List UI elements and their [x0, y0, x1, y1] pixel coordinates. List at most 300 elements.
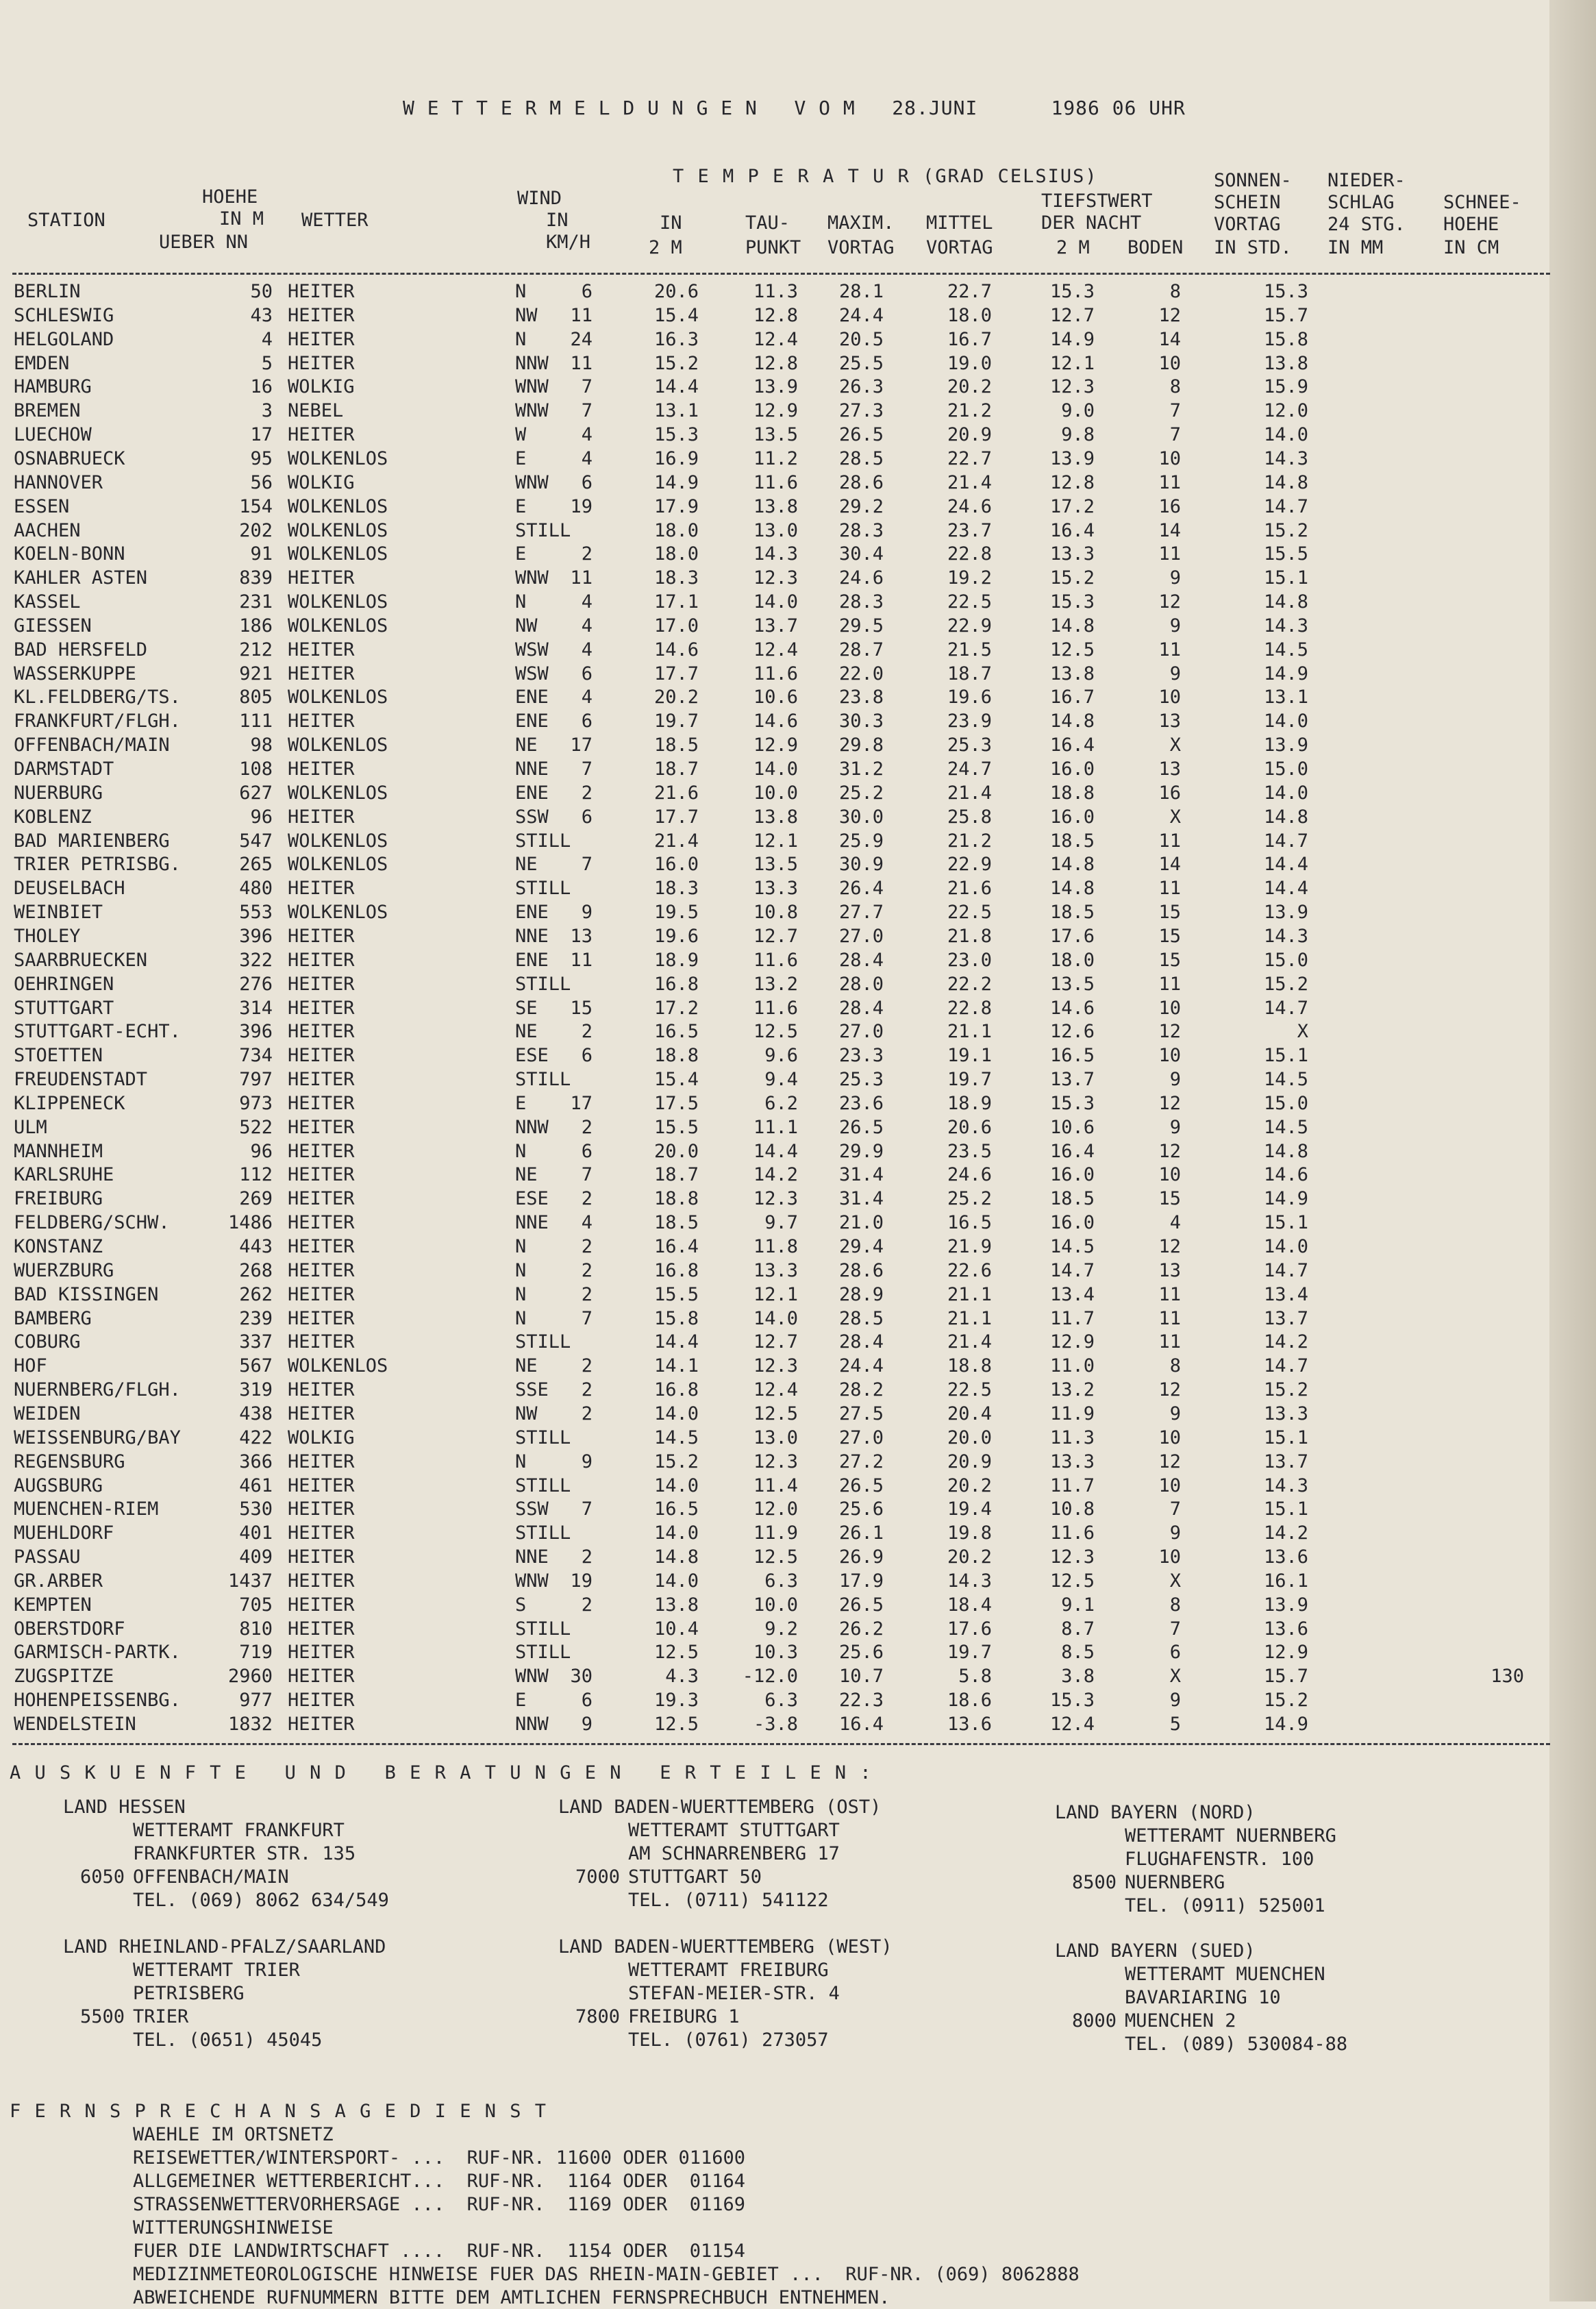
- taupunkt: 9.4: [764, 1069, 798, 1090]
- tiefst-2m: 12.8: [1049, 472, 1095, 493]
- sonnenschein: 14.5: [1263, 639, 1308, 660]
- station-wetter: HEITER: [288, 1045, 355, 1066]
- temp-2m: 18.3: [653, 878, 699, 899]
- station-name: FELDBERG/SCHW.: [14, 1212, 170, 1233]
- max-vortag: 26.3: [838, 376, 884, 397]
- sonnenschein: 14.3: [1263, 615, 1308, 637]
- max-vortag: 21.0: [838, 1212, 884, 1233]
- col-station: STATION: [27, 210, 105, 231]
- sonnenschein: 14.8: [1263, 806, 1308, 828]
- wind-speed: 6: [581, 663, 593, 684]
- station-wetter: HEITER: [288, 1093, 355, 1114]
- taupunkt: 12.5: [753, 1403, 798, 1424]
- wind-direction: NNE: [515, 1212, 549, 1233]
- station-wetter: HEITER: [288, 1236, 355, 1257]
- mittel-vortag: 5.8: [958, 1666, 992, 1687]
- tiefst-2m: 3.8: [1061, 1666, 1095, 1687]
- col-schnee-line: IN CM: [1443, 237, 1499, 258]
- station-wetter: WOLKENLOS: [288, 520, 388, 541]
- station-name: MANNHEIM: [14, 1141, 103, 1162]
- station-name: EMDEN: [14, 353, 70, 374]
- wind-speed: 2: [581, 1117, 593, 1138]
- office-plz: 6050: [79, 1866, 125, 1888]
- taupunkt: 12.4: [753, 639, 798, 660]
- sonnenschein: 14.7: [1263, 998, 1308, 1019]
- sonnenschein: 15.2: [1263, 520, 1308, 541]
- mittel-vortag: 22.8: [947, 998, 992, 1019]
- temp-2m: 15.5: [653, 1117, 699, 1138]
- mittel-vortag: 25.3: [947, 734, 992, 756]
- office-line: TEL. (0761) 273057: [628, 2029, 829, 2051]
- wind-speed: 4: [581, 615, 593, 637]
- tiefst-2m: 13.8: [1049, 663, 1095, 684]
- sonnenschein: 15.1: [1263, 1427, 1308, 1448]
- station-name: LUECHOW: [14, 424, 92, 445]
- station-name: KOBLENZ: [14, 806, 92, 828]
- station-name: GR.ARBER: [14, 1570, 103, 1592]
- temp-2m: 14.1: [653, 1355, 699, 1376]
- sonnenschein: 14.5: [1263, 1117, 1308, 1138]
- station-hoehe: 553: [239, 902, 273, 923]
- sonnenschein: 14.7: [1263, 1355, 1308, 1376]
- station-wetter: HEITER: [288, 950, 355, 971]
- station-hoehe: 202: [239, 520, 273, 541]
- tiefst-boden: 13: [1158, 711, 1181, 732]
- mittel-vortag: 13.6: [947, 1714, 992, 1735]
- tiefst-2m: 11.3: [1049, 1427, 1095, 1448]
- tiefst-2m: 13.4: [1049, 1284, 1095, 1305]
- wind-direction: NNE: [515, 926, 549, 947]
- office-line: WETTERAMT FRANKFURT: [133, 1820, 345, 1841]
- mittel-vortag: 18.7: [947, 663, 992, 684]
- col-nieder-line: 24 STG.: [1327, 214, 1406, 235]
- temp-2m: 14.0: [653, 1403, 699, 1424]
- station-wetter: NEBEL: [288, 400, 344, 421]
- wind-direction: STILL: [515, 1475, 571, 1496]
- mittel-vortag: 19.6: [947, 687, 992, 708]
- station-wetter: HEITER: [288, 1570, 355, 1592]
- station-hoehe: 530: [239, 1498, 273, 1520]
- tiefst-2m: 9.8: [1061, 424, 1095, 445]
- office-line: NUERNBERG: [1125, 1872, 1225, 1893]
- station-wetter: HEITER: [288, 1021, 355, 1042]
- max-vortag: 27.7: [838, 902, 884, 923]
- station-hoehe: 98: [250, 734, 273, 756]
- mittel-vortag: 18.8: [947, 1355, 992, 1376]
- temp-2m: 18.0: [653, 543, 699, 565]
- wind-direction: WNW: [515, 376, 549, 397]
- fernsprech-medizin: MEDIZINMETEOROLOGISCHE HINWEISE FUER DAS RHEIN-MAIN-GEBIET ... RUF-NR. (069) 8062888: [133, 2264, 1080, 2285]
- wind-direction: STILL: [515, 878, 571, 899]
- tiefst-2m: 9.1: [1061, 1594, 1095, 1616]
- station-hoehe: 5: [261, 353, 273, 374]
- station-wetter: HEITER: [288, 1498, 355, 1520]
- sonnenschein: 14.9: [1263, 1188, 1308, 1209]
- taupunkt: 10.6: [753, 687, 798, 708]
- tiefst-boden: 7: [1169, 400, 1181, 421]
- sonnenschein: 13.7: [1263, 1308, 1308, 1329]
- tiefst-boden: 14: [1158, 520, 1181, 541]
- max-vortag: 29.2: [838, 496, 884, 517]
- sonnenschein: 14.7: [1263, 496, 1308, 517]
- temp-2m: 15.2: [653, 1451, 699, 1472]
- wind-direction: S: [515, 1594, 527, 1616]
- tiefst-2m: 11.6: [1049, 1522, 1095, 1544]
- wind-speed: 7: [581, 1308, 593, 1329]
- tiefst-2m: 11.0: [1049, 1355, 1095, 1376]
- station-name: OBERSTDORF: [14, 1618, 125, 1640]
- station-hoehe: 461: [239, 1475, 273, 1496]
- sonnenschein: 14.3: [1263, 1475, 1308, 1496]
- taupunkt: 12.5: [753, 1546, 798, 1568]
- col-sonnen-line: SONNEN-: [1214, 170, 1292, 191]
- tiefst-boden: 4: [1169, 1212, 1181, 1233]
- col-nieder-line: IN MM: [1327, 237, 1384, 258]
- temp-2m: 18.0: [653, 520, 699, 541]
- station-name: BAD KISSINGEN: [14, 1284, 159, 1305]
- mittel-vortag: 23.9: [947, 711, 992, 732]
- temp-2m: 16.5: [653, 1021, 699, 1042]
- wind-speed: 9: [581, 1451, 593, 1472]
- tiefst-boden: 12: [1158, 1021, 1181, 1042]
- sonnenschein: 13.7: [1263, 1451, 1308, 1472]
- station-wetter: HEITER: [288, 1212, 355, 1233]
- sonnenschein: 13.6: [1263, 1546, 1308, 1568]
- tiefst-boden: 11: [1158, 1284, 1181, 1305]
- temp-2m: 16.5: [653, 1498, 699, 1520]
- max-vortag: 28.4: [838, 950, 884, 971]
- col-schnee-line: SCHNEE-: [1443, 192, 1521, 213]
- station-name: KARLSRUHE: [14, 1164, 114, 1185]
- wind-direction: STILL: [515, 1642, 571, 1663]
- office-plz: 8000: [1071, 2010, 1117, 2032]
- sonnenschein: 15.2: [1263, 974, 1308, 995]
- mittel-vortag: 18.4: [947, 1594, 992, 1616]
- station-wetter: HEITER: [288, 1331, 355, 1353]
- max-vortag: 24.4: [838, 305, 884, 326]
- station-hoehe: 1437: [227, 1570, 273, 1592]
- tiefst-boden: 11: [1158, 472, 1181, 493]
- max-vortag: 28.6: [838, 472, 884, 493]
- office-line: TEL. (0651) 45045: [133, 2029, 323, 2051]
- office-line: AM SCHNARRENBERG 17: [628, 1843, 840, 1864]
- wind-speed: 2: [581, 1284, 593, 1305]
- office-line: LAND BADEN-WUERTTEMBERG (OST): [558, 1796, 882, 1818]
- max-vortag: 28.2: [838, 1379, 884, 1400]
- station-wetter: HEITER: [288, 758, 355, 780]
- mittel-vortag: 23.0: [947, 950, 992, 971]
- station-wetter: HEITER: [288, 878, 355, 899]
- max-vortag: 30.9: [838, 854, 884, 875]
- tiefst-boden: 9: [1169, 567, 1181, 589]
- station-hoehe: 810: [239, 1618, 273, 1640]
- wind-speed: 2: [581, 1188, 593, 1209]
- station-hoehe: 567: [239, 1355, 273, 1376]
- station-name: DEUSELBACH: [14, 878, 125, 899]
- station-wetter: HEITER: [288, 353, 355, 374]
- max-vortag: 27.0: [838, 1427, 884, 1448]
- mittel-vortag: 24.7: [947, 758, 992, 780]
- mittel-vortag: 21.4: [947, 472, 992, 493]
- tiefst-2m: 12.9: [1049, 1331, 1095, 1353]
- wind-speed: 2: [581, 1260, 593, 1281]
- station-wetter: HEITER: [288, 1117, 355, 1138]
- station-wetter: HEITER: [288, 1141, 355, 1162]
- taupunkt: 11.6: [753, 663, 798, 684]
- wind-speed: 19: [570, 1570, 593, 1592]
- wind-direction: E: [515, 543, 527, 565]
- station-hoehe: 96: [250, 806, 273, 828]
- tiefst-2m: 18.5: [1049, 902, 1095, 923]
- wind-speed: 9: [581, 1714, 593, 1735]
- sonnenschein: 14.9: [1263, 663, 1308, 684]
- sonnenschein: 15.1: [1263, 567, 1308, 589]
- sonnenschein: 14.0: [1263, 424, 1308, 445]
- temp-2m: 13.8: [653, 1594, 699, 1616]
- office-line: LAND BAYERN (SUED): [1055, 1940, 1256, 1962]
- wind-direction: SE: [515, 998, 538, 1019]
- mittel-vortag: 22.5: [947, 591, 992, 613]
- station-wetter: HEITER: [288, 1666, 355, 1687]
- tiefst-2m: 18.5: [1049, 1188, 1095, 1209]
- temp-2m: 14.0: [653, 1522, 699, 1544]
- station-name: ULM: [14, 1117, 47, 1138]
- station-hoehe: 1486: [227, 1212, 273, 1233]
- station-hoehe: 231: [239, 591, 273, 613]
- wind-speed: 13: [570, 926, 593, 947]
- tiefst-boden: 11: [1158, 1308, 1181, 1329]
- tiefst-boden: 10: [1158, 1164, 1181, 1185]
- station-hoehe: 269: [239, 1188, 273, 1209]
- mittel-vortag: 22.5: [947, 902, 992, 923]
- sonnenschein: 13.6: [1263, 1618, 1308, 1640]
- tiefst-2m: 14.8: [1049, 615, 1095, 637]
- temp-2m: 17.2: [653, 998, 699, 1019]
- sonnenschein: 12.9: [1263, 1642, 1308, 1663]
- station-wetter: HEITER: [288, 1594, 355, 1616]
- mittel-vortag: 19.4: [947, 1498, 992, 1520]
- station-name: STUTTGART-ECHT.: [14, 1021, 181, 1042]
- office-line: FLUGHAFENSTR. 100: [1125, 1849, 1314, 1870]
- auskuenfte-title: A U S K U E N F T E U N D B E R A T U N G E N E R T E I L E N :: [10, 1762, 873, 1783]
- station-hoehe: 96: [250, 1141, 273, 1162]
- tiefst-2m: 15.3: [1049, 591, 1095, 613]
- tiefst-2m: 14.5: [1049, 1236, 1095, 1257]
- wind-direction: E: [515, 1093, 527, 1114]
- station-name: FREUDENSTADT: [14, 1069, 148, 1090]
- taupunkt: 13.2: [753, 974, 798, 995]
- office-line: WETTERAMT STUTTGART: [628, 1820, 840, 1841]
- office-plz: 7800: [575, 2006, 620, 2027]
- header-divider: [12, 273, 1550, 275]
- mittel-vortag: 22.6: [947, 1260, 992, 1281]
- taupunkt: 11.6: [753, 998, 798, 1019]
- station-hoehe: 154: [239, 496, 273, 517]
- max-vortag: 25.9: [838, 830, 884, 852]
- tiefst-2m: 8.7: [1061, 1618, 1095, 1640]
- sonnenschein: 14.7: [1263, 830, 1308, 852]
- temp-2m: 15.4: [653, 1069, 699, 1090]
- tiefst-2m: 15.3: [1049, 1093, 1095, 1114]
- wind-speed: 19: [570, 496, 593, 517]
- mittel-vortag: 23.7: [947, 520, 992, 541]
- taupunkt: 13.8: [753, 496, 798, 517]
- tiefst-boden: 5: [1169, 1714, 1181, 1735]
- col-tiefst-2m: 2 M: [1056, 237, 1090, 258]
- station-name: ZUGSPITZE: [14, 1666, 114, 1687]
- max-vortag: 22.0: [838, 663, 884, 684]
- office-line: TRIER: [133, 2006, 189, 2027]
- station-name: GIESSEN: [14, 615, 92, 637]
- station-hoehe: 443: [239, 1236, 273, 1257]
- max-vortag: 27.5: [838, 1403, 884, 1424]
- tiefst-boden: 9: [1169, 615, 1181, 637]
- taupunkt: 13.9: [753, 376, 798, 397]
- temp-2m: 12.5: [653, 1714, 699, 1735]
- tiefst-2m: 14.8: [1049, 854, 1095, 875]
- max-vortag: 25.6: [838, 1498, 884, 1520]
- station-wetter: HEITER: [288, 1379, 355, 1400]
- tiefst-boden: 12: [1158, 1236, 1181, 1257]
- temperatur-header: T E M P E R A T U R (GRAD CELSIUS): [673, 166, 1098, 187]
- wind-speed: 7: [581, 376, 593, 397]
- wind-direction: STILL: [515, 1069, 571, 1090]
- station-name: HOHENPEISSENBG.: [14, 1690, 181, 1711]
- col-taupunkt-line: PUNKT: [745, 237, 801, 258]
- tiefst-2m: 16.4: [1049, 1141, 1095, 1162]
- station-hoehe: 480: [239, 878, 273, 899]
- temp-2m: 21.4: [653, 830, 699, 852]
- max-vortag: 16.4: [838, 1714, 884, 1735]
- wind-direction: N: [515, 1308, 527, 1329]
- station-name: KEMPTEN: [14, 1594, 92, 1616]
- tiefst-2m: 13.7: [1049, 1069, 1095, 1090]
- station-wetter: HEITER: [288, 639, 355, 660]
- wind-direction: WNW: [515, 1570, 549, 1592]
- office-line: TEL. (089) 530084-88: [1125, 2034, 1348, 2055]
- wind-direction: ENE: [515, 902, 549, 923]
- station-hoehe: 973: [239, 1093, 273, 1114]
- station-hoehe: 91: [250, 543, 273, 565]
- col-wind-line: WIND: [517, 188, 562, 209]
- temp-2m: 19.7: [653, 711, 699, 732]
- wind-direction: WNW: [515, 472, 549, 493]
- tiefst-2m: 16.5: [1049, 1045, 1095, 1066]
- taupunkt: 14.3: [753, 543, 798, 565]
- mittel-vortag: 22.9: [947, 615, 992, 637]
- temp-2m: 15.5: [653, 1284, 699, 1305]
- taupunkt: 12.0: [753, 1498, 798, 1520]
- wind-speed: 11: [570, 305, 593, 326]
- mittel-vortag: 25.8: [947, 806, 992, 828]
- office-plz: 7000: [575, 1866, 620, 1888]
- max-vortag: 17.9: [838, 1570, 884, 1592]
- station-hoehe: 366: [239, 1451, 273, 1472]
- office-plz: 5500: [79, 2006, 125, 2027]
- col-boden: BODEN: [1127, 237, 1184, 258]
- station-name: AACHEN: [14, 520, 81, 541]
- station-hoehe: 319: [239, 1379, 273, 1400]
- temp-2m: 20.2: [653, 687, 699, 708]
- wind-direction: STILL: [515, 974, 571, 995]
- mittel-vortag: 20.0: [947, 1427, 992, 1448]
- taupunkt: 12.8: [753, 353, 798, 374]
- station-wetter: WOLKIG: [288, 1427, 355, 1448]
- tiefst-boden: 9: [1169, 1117, 1181, 1138]
- mittel-vortag: 17.6: [947, 1618, 992, 1640]
- tiefst-boden: 9: [1169, 1522, 1181, 1544]
- wind-speed: 2: [581, 782, 593, 804]
- temp-2m: 16.9: [653, 448, 699, 469]
- temp-2m: 14.4: [653, 1331, 699, 1353]
- max-vortag: 26.5: [838, 1117, 884, 1138]
- office-line: STEFAN-MEIER-STR. 4: [628, 1983, 840, 2004]
- wind-direction: W: [515, 424, 527, 445]
- taupunkt: 9.2: [764, 1618, 798, 1640]
- col-wind-line: IN: [546, 210, 569, 231]
- tiefst-boden: 11: [1158, 830, 1181, 852]
- station-name: BAMBERG: [14, 1308, 92, 1329]
- tiefst-2m: 12.5: [1049, 639, 1095, 660]
- station-name: OSNABRUECK: [14, 448, 125, 469]
- max-vortag: 28.5: [838, 448, 884, 469]
- temp-2m: 18.9: [653, 950, 699, 971]
- station-name: TRIER PETRISBG.: [14, 854, 181, 875]
- office-line: LAND BAYERN (NORD): [1055, 1802, 1256, 1823]
- wind-direction: E: [515, 496, 527, 517]
- tiefst-2m: 12.3: [1049, 376, 1095, 397]
- tiefst-boden: 14: [1158, 329, 1181, 350]
- station-name: OEHRINGEN: [14, 974, 114, 995]
- station-wetter: HEITER: [288, 1069, 355, 1090]
- station-hoehe: 314: [239, 998, 273, 1019]
- tiefst-2m: 14.8: [1049, 711, 1095, 732]
- tiefst-boden: 10: [1158, 687, 1181, 708]
- sonnenschein: 15.7: [1263, 305, 1308, 326]
- wind-direction: NE: [515, 1164, 538, 1185]
- station-wetter: HEITER: [288, 1308, 355, 1329]
- station-hoehe: 719: [239, 1642, 273, 1663]
- mittel-vortag: 20.4: [947, 1403, 992, 1424]
- wind-direction: NNW: [515, 353, 549, 374]
- wind-direction: N: [515, 281, 527, 302]
- sonnenschein: 13.4: [1263, 1284, 1308, 1305]
- sonnenschein: 14.5: [1263, 1069, 1308, 1090]
- col-mittel-line: VORTAG: [926, 237, 993, 258]
- tiefst-boden: 10: [1158, 1475, 1181, 1496]
- temp-2m: 17.5: [653, 1093, 699, 1114]
- mittel-vortag: 19.0: [947, 353, 992, 374]
- col-in2m-line: IN: [660, 212, 682, 234]
- office-line: WETTERAMT NUERNBERG: [1125, 1825, 1336, 1847]
- wind-direction: E: [515, 448, 527, 469]
- col-sonnen-line: SCHEIN: [1214, 192, 1281, 213]
- wind-speed: 7: [581, 758, 593, 780]
- tiefst-boden: 7: [1169, 1498, 1181, 1520]
- mittel-vortag: 21.8: [947, 926, 992, 947]
- wind-speed: 2: [581, 1236, 593, 1257]
- max-vortag: 26.1: [838, 1522, 884, 1544]
- sonnenschein: 14.7: [1263, 1260, 1308, 1281]
- temp-2m: 4.3: [665, 1666, 699, 1687]
- taupunkt: 14.0: [753, 1308, 798, 1329]
- wind-direction: STILL: [515, 1618, 571, 1640]
- wind-direction: WSW: [515, 639, 549, 660]
- temp-2m: 14.0: [653, 1475, 699, 1496]
- station-wetter: HEITER: [288, 329, 355, 350]
- tiefst-2m: 16.0: [1049, 758, 1095, 780]
- tiefst-2m: 17.6: [1049, 926, 1095, 947]
